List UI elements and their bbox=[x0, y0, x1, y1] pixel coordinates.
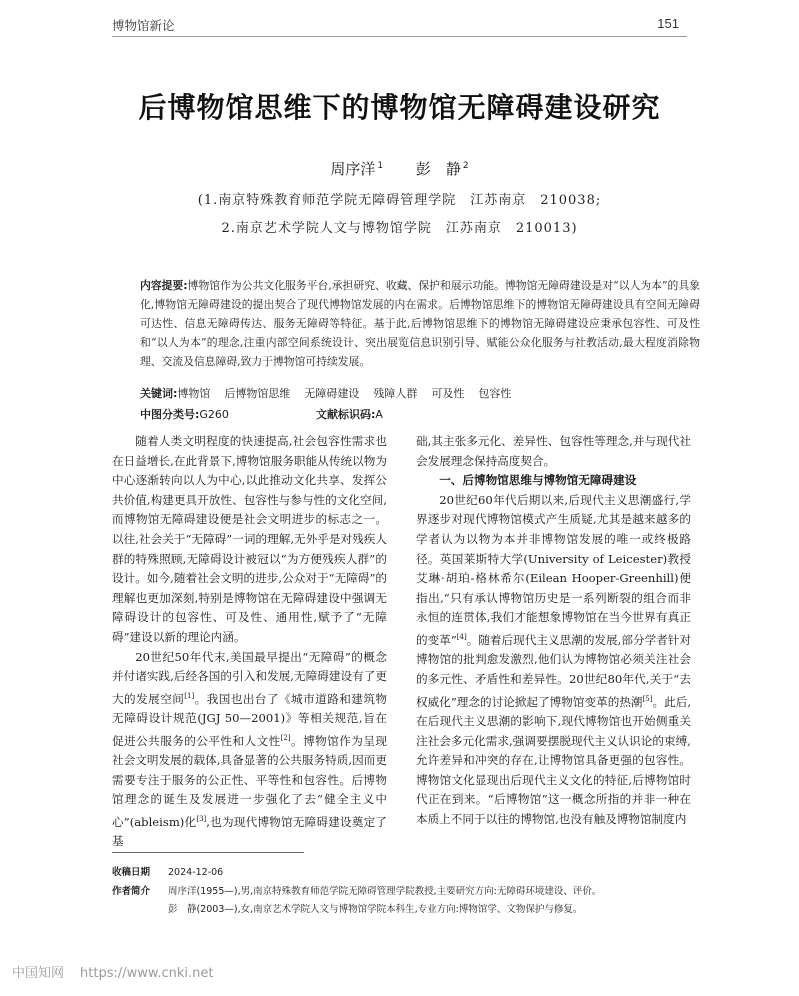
citation: [5] bbox=[642, 694, 653, 703]
keyword: 残障人群 bbox=[373, 387, 418, 400]
page-number: 151 bbox=[657, 16, 679, 31]
footnote-rule bbox=[112, 852, 304, 853]
clc-label: 中图分类号: bbox=[140, 408, 200, 421]
affiliation-1: (1.南京特殊教育师范学院无障碍管理学院 江苏南京 210038; bbox=[197, 193, 602, 208]
doc-code-label: 文献标识码: bbox=[316, 408, 376, 421]
affiliation-2: 2.南京艺术学院人文与博物馆学院 江苏南京 210013) bbox=[221, 221, 578, 236]
body-column-right bbox=[416, 432, 691, 830]
received-date: 收稿日期 2024-12-06 bbox=[112, 867, 224, 878]
citation: [2] bbox=[280, 733, 291, 742]
section-heading: 一、后博物馆思维与博物馆无障碍建设 bbox=[439, 473, 637, 488]
keyword: 博物馆 bbox=[177, 387, 211, 400]
keyword: 包容性 bbox=[478, 387, 512, 400]
keywords-label: 关键词: bbox=[140, 387, 178, 400]
citation: [4] bbox=[456, 632, 467, 641]
paper-title: 后博物馆思维下的博物馆无障碍建设研究 bbox=[138, 91, 661, 124]
paragraph: 20世纪50年代末,美国最早提出“无障碍”的概念并付诸实践,后经各国的引入和发展,无障碍建设有了更大的发展空间[1]。我国也出台了《城市道路和建筑物无障碍设计规范(JGJ 50—2001)》等相关规范,旨在促进公共服务的公平性和人文性[2]。博物馆作为呈现社会文明发展的载体,具备显著的公共服务特质,因而更需要专注于服务的公正性、平等性和包容性。后博物馆理念的诞生及发展进一步强化了去“健全主义中心”(ableism)化[3],也为现代博物馆无障碍建设奠定了基 bbox=[112, 649, 387, 849]
citation: [1] bbox=[184, 691, 195, 700]
doc-code-value: A bbox=[375, 408, 383, 421]
watermark-brand: 中国知网 bbox=[12, 966, 65, 981]
body-column-left bbox=[112, 432, 387, 852]
cnki-watermark bbox=[12, 962, 213, 981]
author-2: 彭 静 $^2$ bbox=[415, 160, 469, 178]
keyword: 无障碍建设 bbox=[304, 387, 360, 400]
author-line bbox=[0, 158, 799, 179]
keyword: 可及性 bbox=[431, 387, 465, 400]
author-1: 周序洋 $^1$ bbox=[330, 160, 384, 178]
watermark-url: https://www.cnki.net bbox=[80, 966, 214, 981]
classification-line bbox=[140, 406, 383, 422]
keywords bbox=[140, 385, 525, 401]
paragraph: 随着人类文明程度的快速提高,社会包容性需求也在日益增长,在此背景下,博物馆服务职能从传统以物为中心逐渐转向以人为中心,以此推动文化共享、发挥公共价值,构建更具开放性、包容性与参与性的文化空间,而博物馆无障碍建设便是社会文明进步的标志之一。以往,社会关于“无障碍”一词的理解,无外乎是对残疾人群的特殊照顾,无障碍设计被冠以“为方便残疾人群”的设计。如今,随着社会文明的进步,公众对于“无障碍”的理解也更加深刻,特别是博物馆在无障碍建设中强调无障碍设计的包容性、可及性、通用性,赋予了“无障碍”建设以新的理论内涵。 bbox=[112, 434, 387, 644]
running-header bbox=[112, 14, 687, 36]
abstract-label: 内容提要: bbox=[140, 279, 188, 292]
journal-name: 博物馆新论 bbox=[112, 18, 175, 33]
keyword: 后博物馆思维 bbox=[224, 387, 291, 400]
citation: [3] bbox=[196, 815, 207, 823]
abstract bbox=[140, 276, 700, 371]
clc-value: G260 bbox=[199, 408, 229, 421]
author-bio-2: 彭 静(2003—),女,南京艺术学院人文与博物馆学院本科生,专业方向:博物馆学、文物保护与修复。 bbox=[168, 904, 583, 915]
author-bio-1: 作者简介 周序洋(1955—),男,南京特殊教育师范学院无障碍管理学院教授,主要研究方向:无障碍环境建设、评价。 bbox=[112, 886, 602, 897]
paragraph: 础,其主张多元化、差异性、包容性等理念,并与现代社会发展理念保持高度契合。 bbox=[416, 434, 691, 468]
abstract-text: 博物馆作为公共文化服务平台,承担研究、收藏、保护和展示功能。博物馆无障碍建设是对“以人为本”的具象化,博物馆无障碍建设的提出契合了现代博物馆发展的内在需求。后博物馆思维下的博物馆无障碍建设具有空间无障碍可达性、信息无障碍传达、服务无障碍等特征。基于此,后博物馆思维下的博物馆无障碍建设应秉承包容性、可及性和“以人为本”的理念,注重内部空间系统设计、突出展览信息识别引导、赋能公众化服务与社教活动,最大程度消除物理、交流及信息障碍,致力于博物馆可持续发展。 bbox=[140, 279, 700, 369]
paragraph: 20世纪60年代后期以来,后现代主义思潮盛行,学界逐步对现代博物馆模式产生质疑,尤其是越来越多的学者认为以物为本并非博物馆发展的唯一或终极路径。英国莱斯特大学(University of Leicester)教授艾琳·胡珀-格林希尔(Eilean Hooper-Greenhill)便指出,“只有承认博物馆历史是一系列断裂的组合而非永恒的连贯体,我们才能想象博物馆在当今世界有真正的变革”[4]。随着后现代主义思潮的发展,部分学者针对博物馆的批判愈发激烈,他们认为博物馆必须关注社会的多元性、矛盾性和差异性。20世纪80年代,关于“去权威化”理念的讨论掀起了博物馆变革的热潮[5]。此后,在后现代主义思潮的影响下,现代博物馆也开始侧重关注社会多元化需求,强调要摆脱现代主义认识论的束缚,允许差异和冲突的存在,让博物馆具备更强的包容性。博物馆文化显现出后现代主义文化的特征,后博物馆时代正在到来。“后博物馆”这一概念所指的并非一种在本质上不同于以往的博物馆,也没有触及博物馆制度内 bbox=[416, 492, 692, 826]
header-rule bbox=[112, 36, 687, 37]
